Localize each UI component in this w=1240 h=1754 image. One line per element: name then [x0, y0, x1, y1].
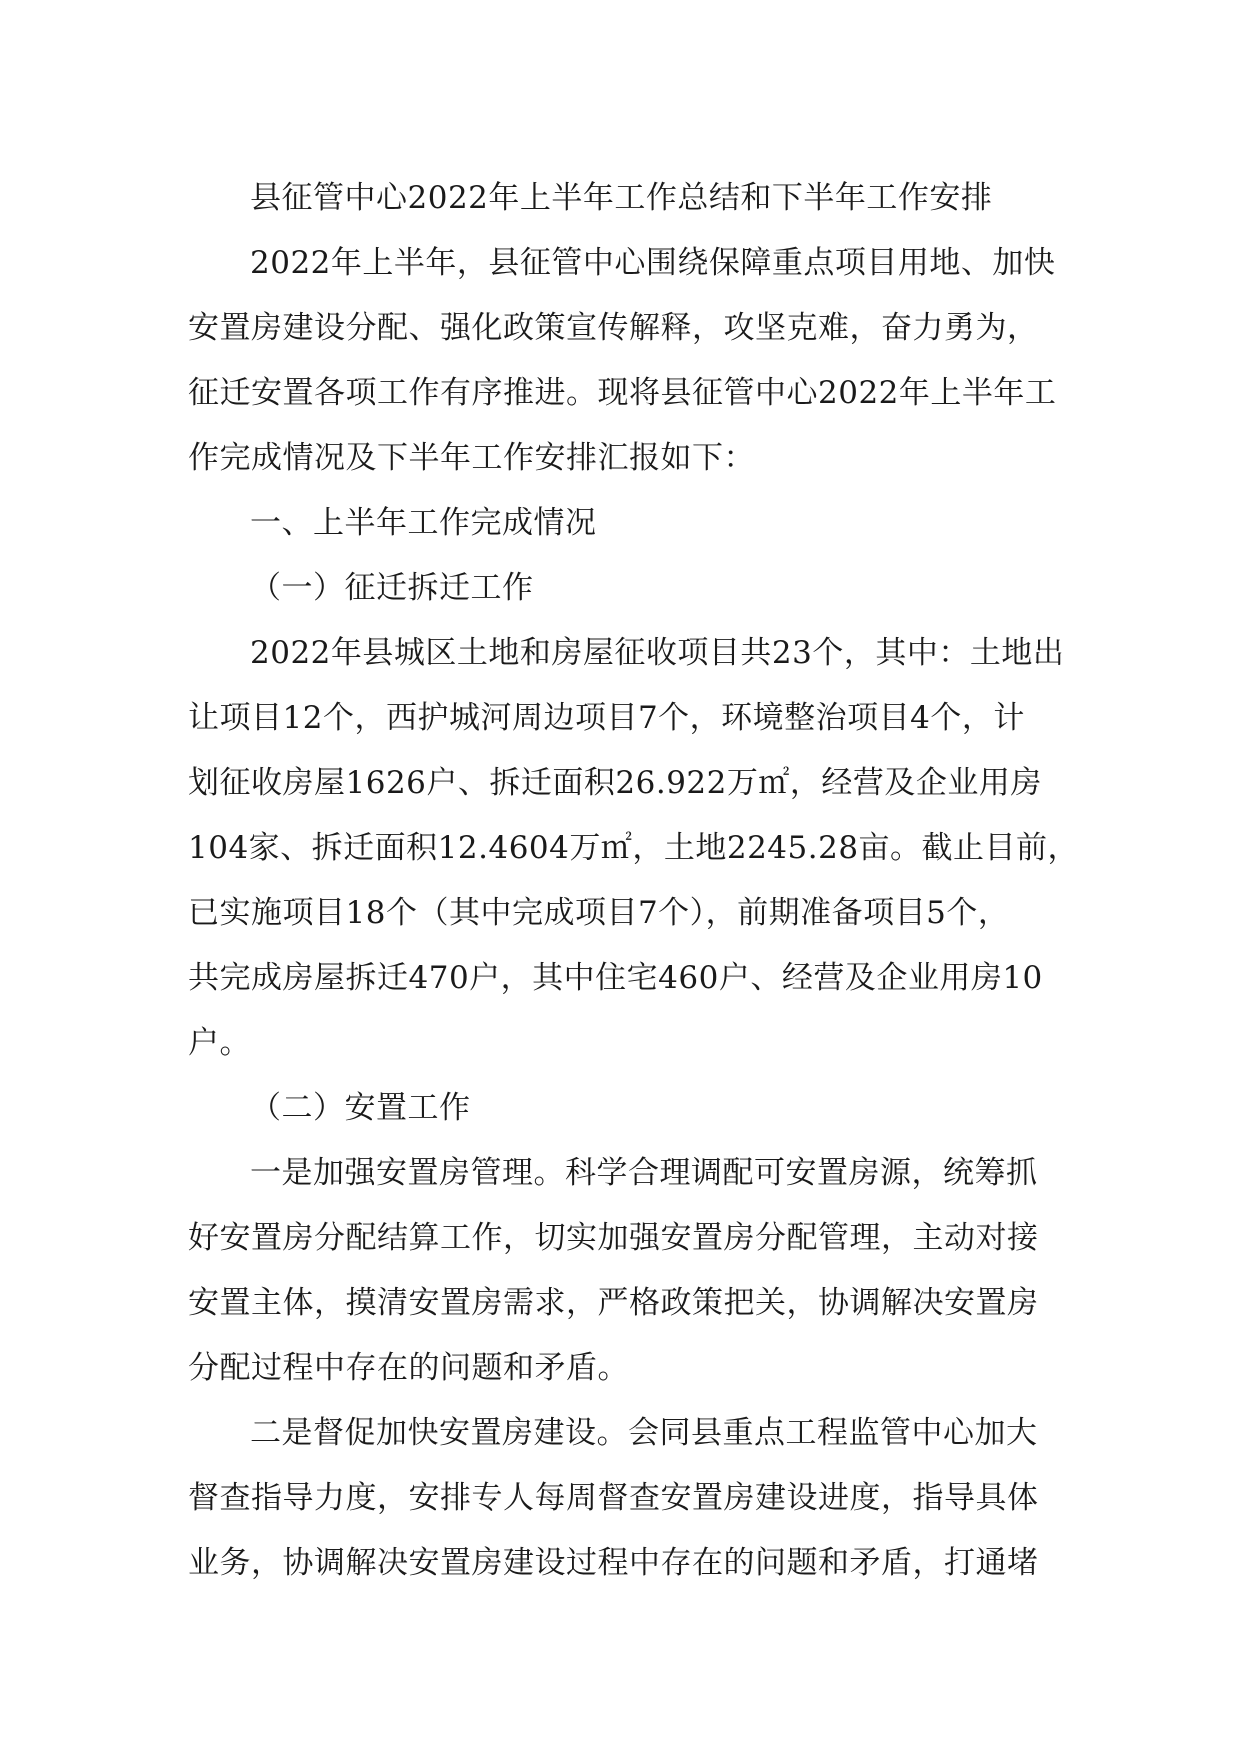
paragraph-line: 业务，协调解决安置房建设过程中存在的问题和矛盾，打通堵 [188, 1545, 1039, 1581]
paragraph-line: 作完成情况及下半年工作安排汇报如下： [188, 440, 755, 476]
paragraph-line: 一是加强安置房管理。科学合理调配可安置房源，统筹抓 [250, 1155, 1038, 1191]
paragraph-line: 2022年县城区土地和房屋征收项目共23个，其中：土地出 [250, 635, 1065, 671]
paragraph-line: 安置主体，摸清安置房需求，严格政策把关，协调解决安置房 [188, 1285, 1039, 1321]
subsection-heading: （二）安置工作 [250, 1090, 471, 1126]
document-page [188, 166, 1080, 1596]
paragraph-line: 户。 [188, 1025, 251, 1061]
paragraph-line: 征迁安置各项工作有序推进。现将县征管中心2022年上半年工 [188, 375, 1057, 411]
relocation-paragraph [188, 621, 1080, 1076]
paragraph-line: 104家、拆迁面积12.4604万㎡，土地2245.28亩。截止目前， [188, 830, 1080, 866]
paragraph-line: 划征收房屋1626户、拆迁面积26.922万㎡，经营及企业用房 [188, 765, 1042, 801]
paragraph-line: 督查指导力度，安排专人每周督查安置房建设进度，指导具体 [188, 1480, 1039, 1516]
paragraph-line: 让项目12个，西护城河周边项目7个，环境整治项目4个，计 [188, 700, 1025, 736]
subsection-heading: （一）征迁拆迁工作 [250, 570, 534, 606]
document-title: 县征管中心2022年上半年工作总结和下半年工作安排 [250, 180, 993, 216]
paragraph-line: 已实施项目18个（其中完成项目7个），前期准备项目5个， [188, 895, 1010, 931]
housing-construction-paragraph [188, 1401, 1056, 1596]
paragraph-line: 好安置房分配结算工作，切实加强安置房分配管理，主动对接 [188, 1220, 1039, 1256]
paragraph-line: 共完成房屋拆迁470户，其中住宅460户、经营及企业用房10 [188, 960, 1043, 996]
paragraph-line: 二是督促加快安置房建设。会同县重点工程监管中心加大 [250, 1415, 1038, 1451]
intro-paragraph [188, 231, 1056, 491]
paragraph-line: 安置房建设分配、强化政策宣传解释，攻坚克难，奋力勇为， [188, 310, 1039, 346]
paragraph-line: 2022年上半年，县征管中心围绕保障重点项目用地、加快 [250, 245, 1056, 281]
paragraph-line: 分配过程中存在的问题和矛盾。 [188, 1350, 629, 1386]
section-heading: 一、上半年工作完成情况 [250, 505, 597, 541]
housing-management-paragraph [188, 1141, 1056, 1401]
